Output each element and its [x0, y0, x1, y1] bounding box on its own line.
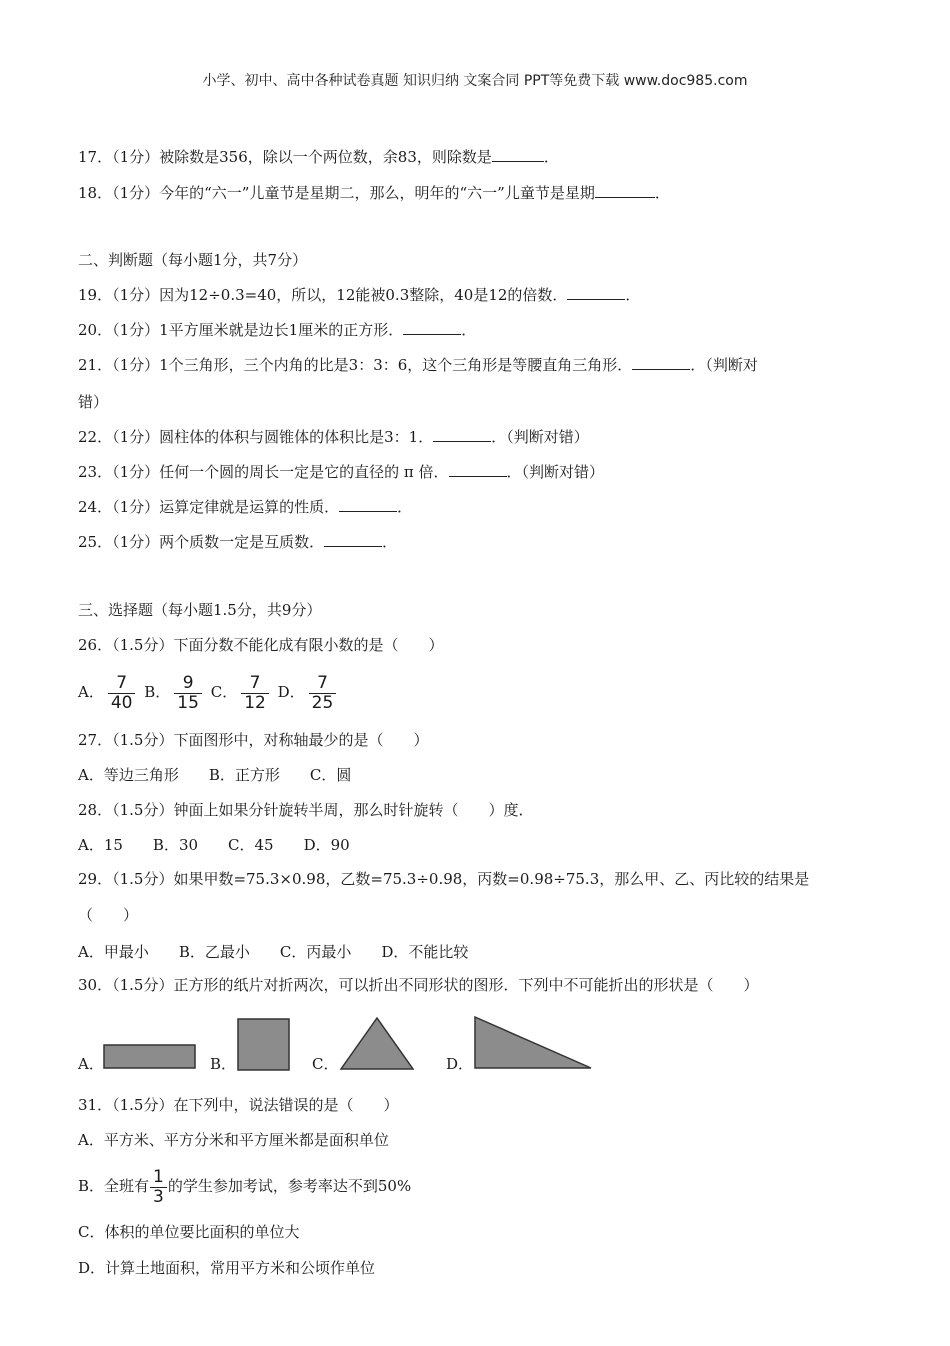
question-text: （1分）被除数是356，除以一个两位数，余83，则除数是 — [112, 148, 492, 166]
fraction — [108, 674, 136, 713]
question-28: 28．（1.5分）钟面上如果分针旋转半周，那么时针旋转（ ）度． — [78, 801, 534, 819]
option-label: D． — [277, 683, 305, 701]
triangle-shape[interactable] — [339, 1016, 415, 1072]
option-label: C． — [210, 683, 238, 701]
option-b-label: B． — [210, 1055, 237, 1073]
section-heading-choice: 三、选择题（每小题1.5分，共9分） — [78, 601, 322, 619]
question-31-option-b[interactable] — [78, 1166, 411, 1207]
question-text: （1分）今年的“六一”儿童节是星期二，那么，明年的“六一”儿童节是星期 — [112, 184, 595, 202]
question-text: 23．（1分）任何一个圆的周长一定是它的直径的 π 倍． — [78, 463, 449, 481]
question-tail: ． — [461, 321, 477, 339]
rectangle-shape[interactable] — [103, 1044, 197, 1070]
right-triangle-shape[interactable] — [473, 1015, 593, 1071]
question-text: 25．（1分）两个质数一定是互质数． — [78, 533, 325, 551]
question-19 — [78, 285, 640, 305]
answer-blank[interactable] — [595, 183, 655, 198]
question-26-options — [78, 672, 340, 713]
option-d-label: D． — [446, 1055, 474, 1073]
question-31-option-c[interactable]: C．体积的单位要比面积的单位大 — [78, 1223, 300, 1241]
option-text: B．全班有 — [78, 1177, 150, 1195]
question-29-options: A．甲最小 B．乙最小 C．丙最小 D．不能比较 — [78, 943, 469, 961]
answer-blank[interactable] — [339, 497, 397, 512]
question-18 — [78, 183, 670, 203]
answer-blank[interactable] — [567, 285, 625, 300]
numerator: 7 — [108, 674, 136, 694]
question-text: 20．（1分）1平方厘米就是边长1厘米的正方形． — [78, 321, 404, 339]
option-b[interactable] — [144, 672, 206, 713]
numerator: 7 — [241, 674, 269, 694]
question-text: 21．（1分）1个三角形，三个内角的比是3：3：6，这个三角形是等腰直角三角形． — [78, 356, 633, 374]
question-31: 31．（1.5分）在下列中，说法错误的是（ ） — [78, 1096, 399, 1114]
question-tail: ． — [543, 148, 559, 166]
denominator: 3 — [153, 1186, 164, 1207]
question-22 — [78, 427, 589, 447]
question-29-continued: （ ） — [78, 906, 139, 924]
fraction — [174, 674, 202, 713]
question-tail: ．（判断对 — [690, 356, 758, 374]
question-24 — [78, 497, 412, 517]
denominator: 40 — [110, 692, 133, 713]
question-number: 18． — [78, 184, 113, 202]
question-tail: ． — [654, 184, 670, 202]
option-label: A． — [78, 683, 104, 701]
option-c[interactable] — [211, 672, 273, 713]
denominator: 12 — [244, 692, 266, 713]
fraction — [309, 674, 337, 713]
question-21-continued: 错） — [78, 393, 109, 411]
question-tail: ．（判断对错） — [491, 428, 589, 446]
question-30: 30．（1.5分）正方形的纸片对折两次，可以折出不同形状的图形．下列中不可能折出的形状是（ ） — [78, 976, 759, 994]
answer-blank[interactable] — [403, 320, 461, 335]
question-29: 29．（1.5分）如果甲数=75.3×0.98，乙数=75.3÷0.98，丙数=0.98÷75.3，那么甲、乙、丙比较的结果是 — [78, 870, 810, 888]
question-31-option-a[interactable]: A．平方米、平方分米和平方厘米都是面积单位 — [78, 1131, 389, 1149]
question-tail: ． — [382, 533, 398, 551]
page-header: 小学、初中、高中各种试卷真题 知识归纳 文案合同 PPT等免费下载 www.doc985.com — [202, 73, 748, 89]
option-label: B． — [144, 683, 171, 701]
answer-blank[interactable] — [492, 147, 544, 162]
question-31-option-d[interactable]: D．计算土地面积，常用平方米和公顷作单位 — [78, 1259, 376, 1277]
question-17 — [78, 147, 559, 167]
question-tail: ．（判断对错） — [506, 463, 605, 481]
answer-blank[interactable] — [449, 462, 507, 477]
option-a[interactable] — [78, 672, 139, 713]
answer-blank[interactable] — [433, 427, 491, 442]
option-a-label: A． — [78, 1055, 104, 1073]
denominator: 15 — [177, 692, 199, 713]
option-c-label: C． — [312, 1055, 339, 1073]
question-27: 27．（1.5分）下面图形中，对称轴最少的是（ ） — [78, 731, 429, 749]
question-20 — [78, 320, 476, 340]
question-number: 17． — [78, 148, 113, 166]
answer-blank[interactable] — [632, 355, 690, 370]
question-tail: ． — [625, 286, 641, 304]
question-27-options: A．等边三角形 B．正方形 C．圆 — [78, 766, 352, 784]
answer-blank[interactable] — [324, 532, 382, 547]
question-26: 26．（1.5分）下面分数不能化成有限小数的是（ ） — [78, 636, 444, 654]
numerator: 9 — [174, 674, 202, 694]
numerator: 1 — [150, 1168, 167, 1188]
square-shape[interactable] — [237, 1018, 291, 1072]
question-23 — [78, 462, 604, 482]
question-21 — [78, 355, 758, 375]
section-heading-judge: 二、判断题（每小题1分，共7分） — [78, 251, 308, 269]
question-28-options: A．15 B．30 C．45 D．90 — [78, 836, 350, 854]
question-25 — [78, 532, 397, 552]
question-tail: ． — [397, 498, 413, 516]
numerator: 7 — [309, 674, 337, 694]
question-text: 19．（1分）因为12÷0.3=40，所以，12能被0.3整除，40是12的倍数． — [78, 286, 568, 304]
option-d[interactable] — [278, 672, 341, 713]
fraction — [150, 1168, 167, 1207]
option-text: 的学生参加考试，参考率达不到50% — [167, 1177, 412, 1195]
question-text: 22．（1分）圆柱体的体积与圆锥体的体积比是3：1． — [78, 428, 434, 446]
denominator: 25 — [311, 692, 334, 713]
question-text: 24．（1分）运算定律就是运算的性质． — [78, 498, 340, 516]
fraction — [241, 674, 269, 713]
